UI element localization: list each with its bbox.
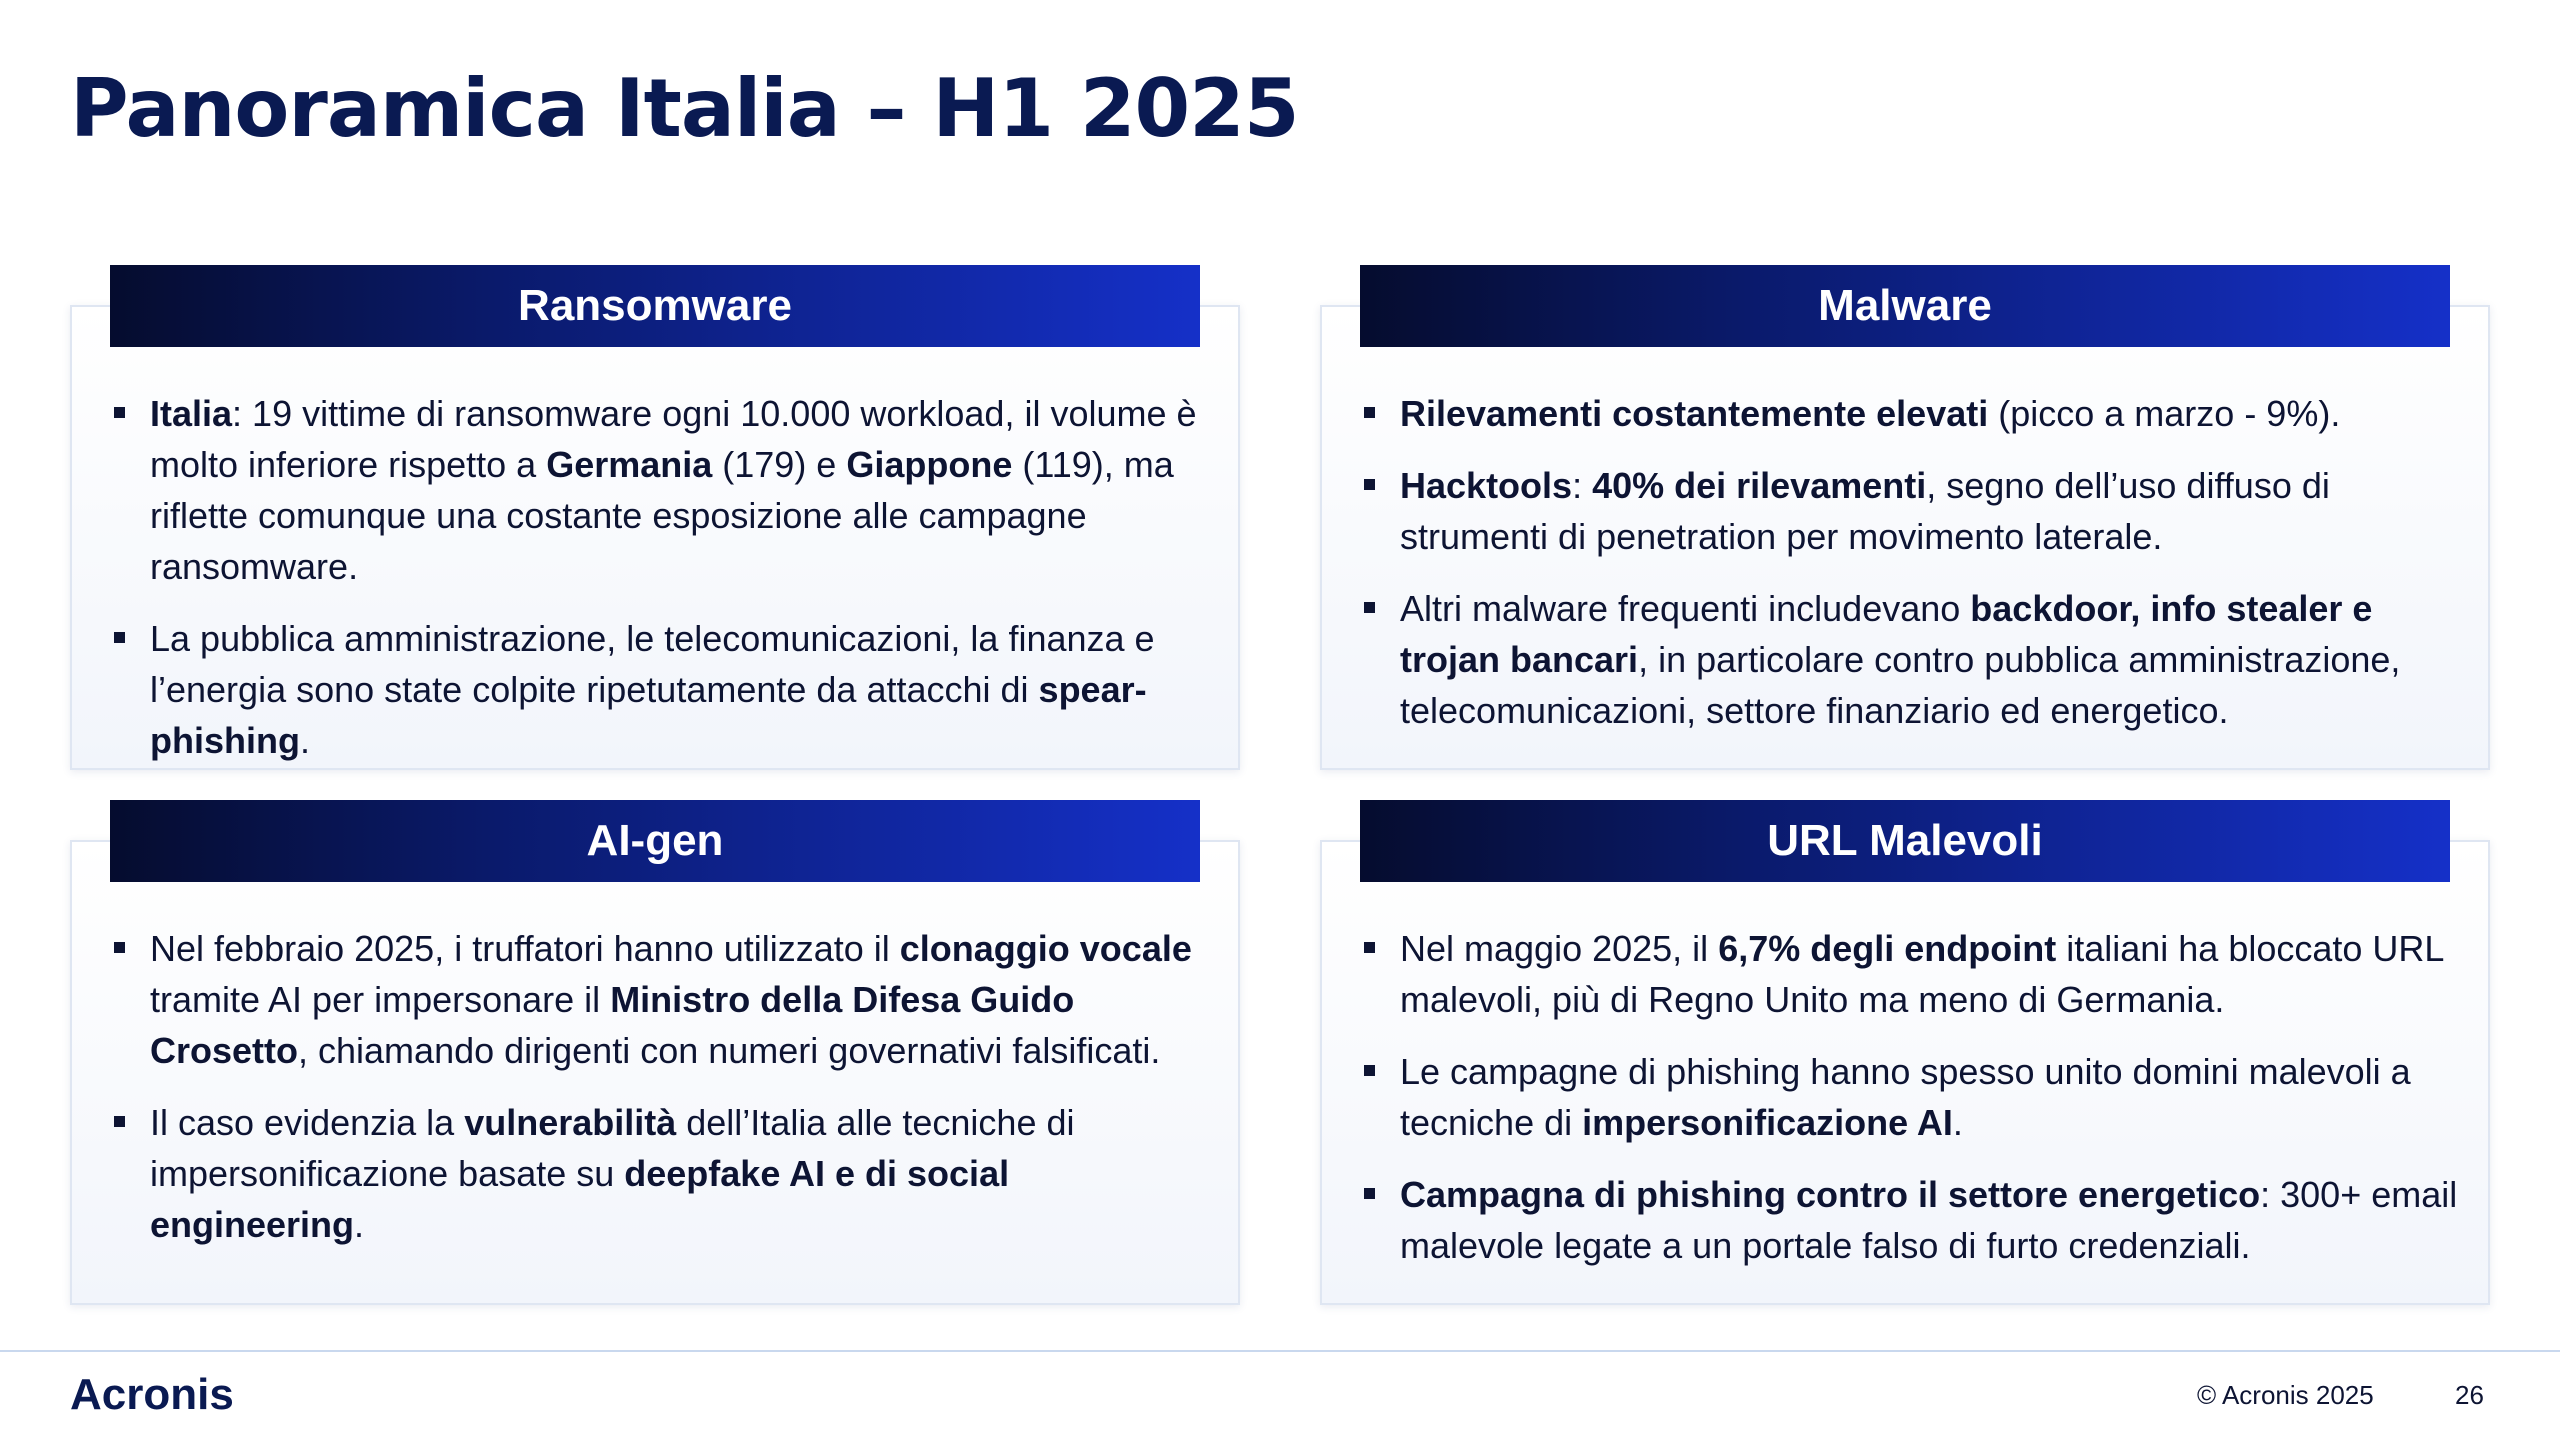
bullet-bold-text: backdoor, info stealer e trojan bancari	[1400, 588, 2373, 680]
copyright-text: © Acronis 2025	[2197, 1380, 2374, 1410]
ai-gen-header: AI-gen	[110, 800, 1200, 882]
bullet-bold-text: deepfake AI e di social engineering	[150, 1153, 1010, 1245]
bullet-text: Nel febbraio 2025, i truffatori hanno utilizzato il	[150, 928, 900, 969]
page-number: 26	[2455, 1380, 2484, 1410]
bullet-square-icon	[114, 632, 125, 643]
bullet-item	[1360, 583, 2460, 736]
bullet-item	[110, 613, 1200, 766]
bullet-text: , in particolare contro pubblica amministrazione, telecomunicazioni, settore finanziario ed energetico.	[1400, 639, 2401, 731]
bullet-item	[110, 1097, 1210, 1250]
bullet-bold-text: vulnerabilità	[464, 1102, 677, 1143]
url-malevoli-header: URL Malevoli	[1360, 800, 2450, 882]
bullet-text: (179) e	[712, 444, 847, 485]
bullet-bold-text: Italia	[150, 393, 233, 434]
bullet-bold-text: Campagna di phishing contro il settore energetico	[1400, 1174, 2261, 1215]
bullet-bold-text: 40% dei rilevamenti	[1592, 465, 1927, 506]
bullet-square-icon	[1364, 942, 1375, 953]
bullet-text: Le campagne di phishing hanno spesso unito domini malevoli a tecniche di	[1400, 1051, 2411, 1143]
ransomware-bullets	[110, 388, 1200, 787]
bullet-text: : 19 vittime di ransomware ogni 10.000 workload, il volume è molto inferiore rispetto a	[150, 393, 1197, 485]
bullet-bold-text: Ministro della Difesa Guido Crosetto	[150, 979, 1075, 1071]
bullet-text: , chiamando dirigenti con numeri governativi falsificati.	[298, 1030, 1161, 1071]
bullet-square-icon	[1364, 1065, 1375, 1076]
bullet-bold-text: impersonificazione AI	[1582, 1102, 1953, 1143]
bullet-bold-text: 6,7% degli endpoint	[1718, 928, 2057, 969]
malware-bullets	[1360, 388, 2460, 757]
bullet-item	[1360, 923, 2460, 1025]
ransomware-header: Ransomware	[110, 265, 1200, 347]
bullet-bold-text: spear-phishing	[150, 669, 1147, 761]
bullet-text: .	[1952, 1102, 1963, 1143]
bullet-text: , segno dell’uso diffuso di strumenti di penetration per movimento laterale.	[1400, 465, 2330, 557]
footer-divider	[0, 1350, 2560, 1352]
bullet-item	[1360, 1046, 2460, 1148]
bullet-square-icon	[114, 1116, 125, 1127]
bullet-item	[1360, 1169, 2460, 1271]
slide-title: Panoramica Italia – H1 2025	[70, 62, 1299, 155]
bullet-text: : 300+ email malevole legate a un portale falso di furto credenziali.	[1400, 1174, 2458, 1266]
bullet-text: dell’Italia alle tecniche di impersonificazione basate su	[150, 1102, 1075, 1194]
bullet-text: :	[1572, 465, 1593, 506]
bullet-bold-text: Germania	[546, 444, 713, 485]
bullet-text: Altri malware frequenti includevano	[1400, 588, 1971, 629]
malware-header: Malware	[1360, 265, 2450, 347]
bullet-text: Il caso evidenzia la	[150, 1102, 465, 1143]
bullet-text: italiani ha bloccato URL malevoli, più di Regno Unito ma meno di Germania.	[1400, 928, 2444, 1020]
bullet-text: .	[354, 1204, 365, 1245]
bullet-bold-text: Hacktools	[1400, 465, 1573, 506]
bullet-bold-text: clonaggio vocale	[899, 928, 1192, 969]
bullet-text: (119), ma riflette comunque una costante esposizione alle campagne ransomware.	[150, 444, 1174, 587]
bullet-bold-text: Giappone	[846, 444, 1013, 485]
bullet-square-icon	[114, 942, 125, 953]
bullet-item	[1360, 388, 2460, 439]
bullet-square-icon	[1364, 602, 1375, 613]
url-malevoli-bullets	[1360, 923, 2460, 1292]
bullet-item	[110, 388, 1200, 592]
bullet-square-icon	[114, 407, 125, 418]
acronis-logo: Acronis	[70, 1370, 234, 1419]
bullet-item	[1360, 460, 2460, 562]
bullet-square-icon	[1364, 1188, 1375, 1199]
bullet-square-icon	[1364, 479, 1375, 490]
bullet-text: (picco a marzo - 9%).	[1988, 393, 2341, 434]
ai-gen-bullets	[110, 923, 1210, 1271]
bullet-text: .	[299, 720, 310, 761]
bullet-text: Nel maggio 2025, il	[1400, 928, 1719, 969]
bullet-text: tramite AI per impersonare il	[150, 979, 611, 1020]
bullet-square-icon	[1364, 407, 1375, 418]
bullet-item	[110, 923, 1210, 1076]
bullet-bold-text: Rilevamenti costantemente elevati	[1400, 393, 1989, 434]
bullet-text: La pubblica amministrazione, le telecomunicazioni, la finanza e l’energia sono state colpite ripetutamente da attacchi di	[150, 618, 1155, 710]
